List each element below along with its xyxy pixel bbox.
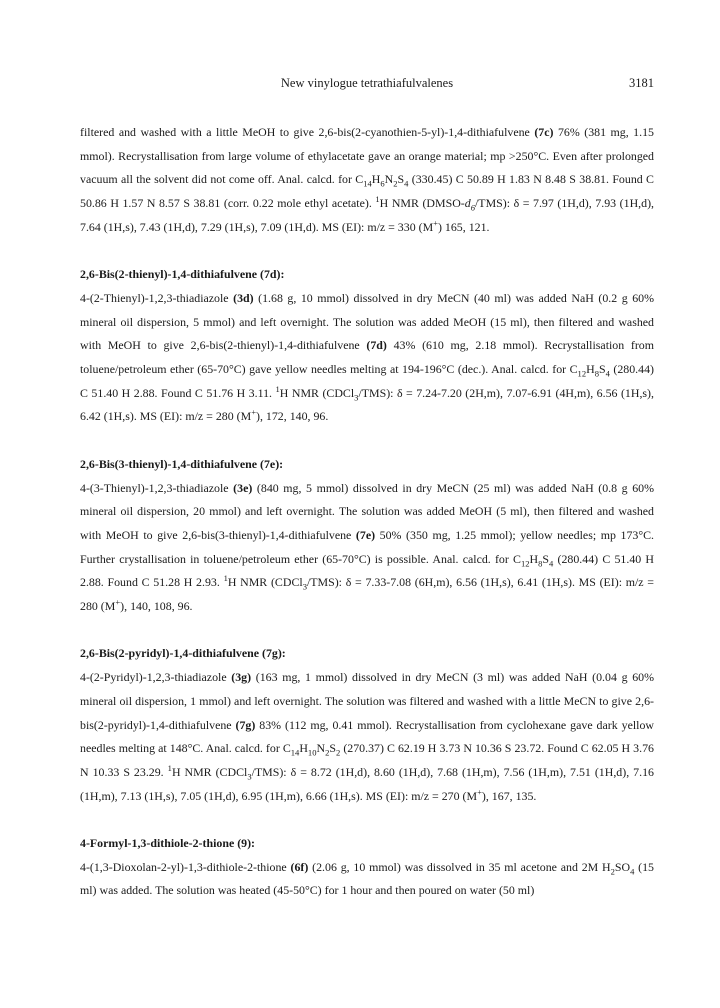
- page-number: 3181: [629, 76, 654, 90]
- body-text: [80, 121, 654, 903]
- section-heading-7g: 2,6-Bis(2-pyridyl)-1,4-dithiafulvene (7g):: [80, 646, 286, 661]
- paragraph-7d: 4-(2-Thienyl)-1,2,3-thiadiazole (3d) (1.68 g, 10 mmol) dissolved in dry MeCN (40 ml) was added NaH (0.2 g 60% mineral oil dispersion, 5 mmol) and left overnight. The solution was added MeOH (15 ml), then filtered and washed with MeOH to give 2,6-bis(2-thienyl)-1,4-dithiafulvene (7d) 43% (610 mg, 2.18 mmol). Recrystallisation from toluene/petroleum ether (65-70°C) gave yellow needles melting at 194-196°C (dec.). Anal. calcd. for $C_{12}H_8S_4$ (280.44) C 51.40 H 2.88. Found C 51.76 H 3.11. $^1$H NMR (CDCl$_3$/TMS): δ = 7.24-7.20 (2H,m), 7.07-6.91 (4H,m), 6.56 (1H,s), 6.42 (1H,s). MS (EI): m/z = 280 (M+), 172, 140, 96.: [80, 290, 654, 424]
- section-heading-9: 4-Formyl-1,3-dithiole-2-thione (9):: [80, 836, 256, 851]
- paragraph-9: 4-(1,3-Dioxolan-2-yl)-1,3-dithiole-2-thione (6f) (2.06 g, 10 mmol) was dissolved in 35 ml acetone and 2M $H_2SO_4$ (15 ml) was added. The solution was heated (45-50°C) for 1 hour and then poured on water (50 ml): [80, 859, 655, 898]
- running-header: [80, 76, 654, 94]
- paragraph-7c-continuation: filtered and washed with a little MeOH to give 2,6-bis(2-cyanothien-5-yl)-1,4-dithiafulvene (7c) 76% (381 mg, 1.15 mmol). Recrystallisation from large volume of ethylacetate gave an orange material; mp >250°C. Even after prolonged vacuum all the solvent did not come off. Anal. calcd. for $C_{14}H_6N_2S_4$ (330.45) C 50.89 H 1.83 N 8.48 S 38.81. Found C 50.86 H 1.57 N 8.57 S 38.81 (corr. 0.22 mole ethyl acetate). $^1$H NMR $(DMSO-d_6/TMS)$: δ = 7.97 (1H,d), 7.93 (1H,d), 7.64 (1H,s), 7.43 (1H,d), 7.29 (1H,s), 7.09 (1H,d). MS (EI): m/z = 330 (M+) 165, 121.: [80, 125, 655, 234]
- section-heading-7d: 2,6-Bis(2-thienyl)-1,4-dithiafulvene (7d):: [80, 267, 285, 282]
- paragraph-7g: 4-(2-Pyridyl)-1,2,3-thiadiazole (3g) (163 mg, 1 mmol) dissolved in dry MeCN (3 ml) was added NaH (0.04 g 60% mineral oil dispersion, 1 mmol) and left overnight. The solution was filtered and washed with a little MeCN to give 2,6-bis(2-pyridyl)-1,4-dithiafulvene (7g) 83% (112 mg, 0.41 mmol). Recrystallisation from cyclohexane gave dark yellow needles melting at 148°C. Anal. calcd. for $C_{14}H_{10}N_2S_2$ (270.37) C 62.19 H 3.73 N 10.36 S 23.72. Found C 62.05 H 3.76 N 10.33 S 23.29. $^1$H NMR (CDCl$_3$/TMS): δ = 8.72 (1H,d), 8.60 (1H,d), 7.68 (1H,m), 7.56 (1H,m), 7.51 (1H,d), 7.16 (1H,m), 7.13 (1H,s), 7.05 (1H,d), 6.95 (1H,m), 6.66 (1H,s). MS (EI): m/z = 270 (M+), 167, 135.: [80, 670, 654, 803]
- running-title: New vinylogue tetrathiafulvalenes: [280, 76, 454, 90]
- section-heading-7e: 2,6-Bis(3-thienyl)-1,4-dithiafulvene (7e):: [80, 456, 284, 471]
- paragraph-7e: 4-(3-Thienyl)-1,2,3-thiadiazole (3e) (840 mg, 5 mmol) dissolved in dry MeCN (25 ml) was added NaH (0.8 g 60% mineral oil dispersion, 20 mmol) and left overnight. The solution was added MeOH (5 ml), then filtered and washed with MeOH to give 2,6-bis(3-thienyl)-1,4-dithiafulvene (7e) 50% (350 mg, 1.25 mmol); yellow needles; mp 173°C. Further crystallisation in toluene/petroleum ether (65-70°C) is possible. Anal. calcd. for $C_{12}H_8S_4$ (280.44) C 51.40 H 2.88. Found C 51.28 H 2.93. $^1$H NMR (CDCl$_3$/TMS): δ = 7.33-7.08 (6H,m), 6.56 (1H,s), 6.41 (1H,s). MS (EI): m/z = 280 (M+), 140, 108, 96.: [80, 480, 655, 614]
